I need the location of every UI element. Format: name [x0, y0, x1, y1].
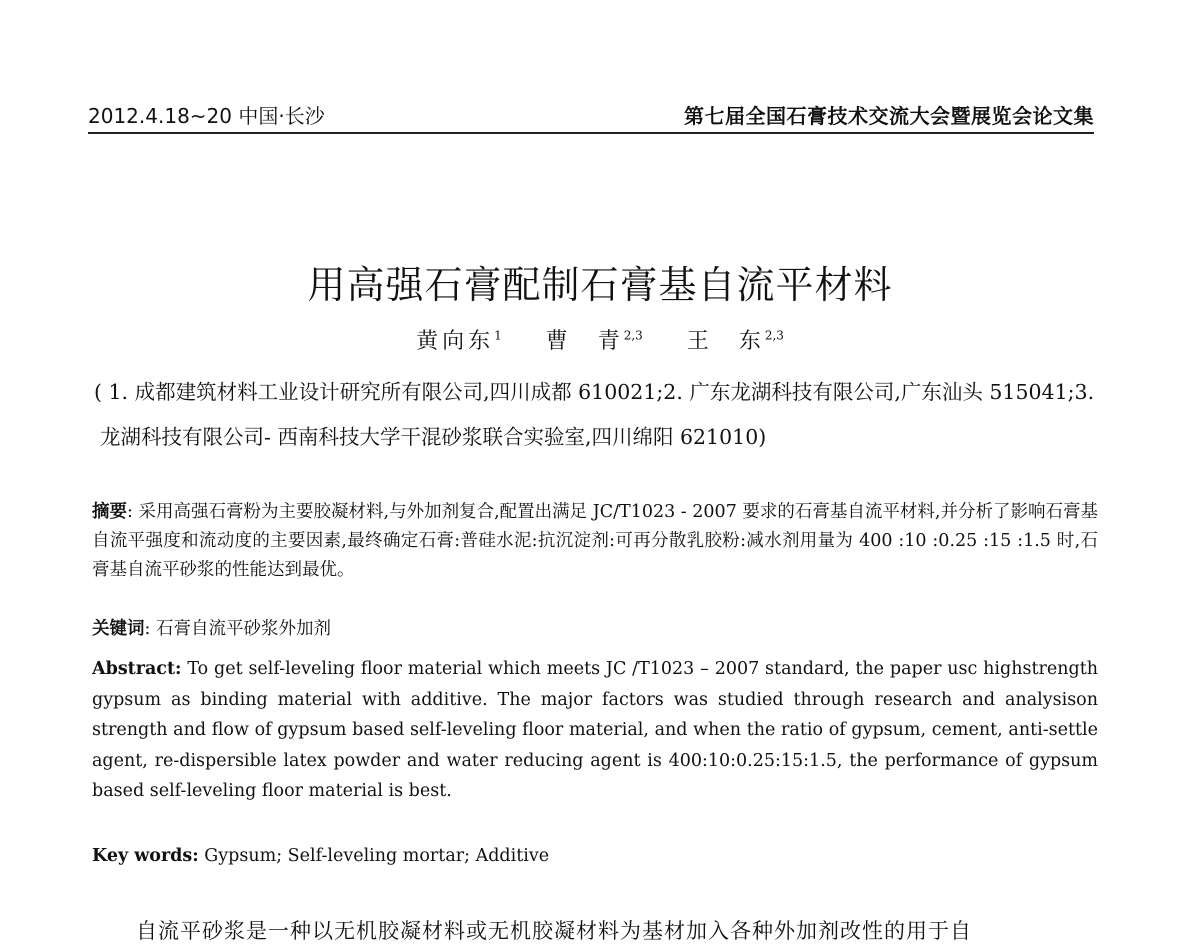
keywords-text: Gypsum; Self-leveling mortar; Additive [198, 846, 550, 866]
keywords-english [92, 842, 1098, 871]
author-affiliation-mark: 2,3 [623, 328, 643, 343]
paper-title: 用高强石膏配制石膏基自流平材料 [307, 263, 893, 307]
author-name: 曹 青 [545, 329, 624, 354]
abstract-english [92, 654, 1098, 807]
keywords-text: : 石膏自流平砂浆外加剂 [144, 619, 331, 639]
abstract-text: To get self-leveling floor material which meets JC /T1023 – 2007 standard, the paper usc highstrength gypsum as binding material with additive. The major factors was studied through research and analysison strength and flow of gypsum based self-leveling floor material, and when the ratio of gypsum, cement, anti-settle agent, re-dispersible latex powder and water reducing agent is 400:10:0.25:15:1.5, the performance of gypsum based self-leveling floor material is best. [92, 659, 1098, 801]
author-name: 黄向东 [416, 329, 495, 354]
keywords-chinese [92, 615, 1098, 644]
keywords-label: Key words: [92, 846, 199, 866]
body-paragraph: 自流平砂浆是一种以无机胶凝材料或无机胶凝材料为基材加入各种外加剂改性的用于自 [136, 919, 972, 943]
running-header [88, 98, 1094, 134]
affiliations: ( 1. 成都建筑材料工业设计研究所有限公司,四川成都 610021;2. 广东龙湖科技有限公司,广东汕头 515041;3. 龙湖科技有限公司- 西南科技大学干混砂浆联合实验室,四川绵阳 621010) [94, 380, 1095, 449]
author-name: 王 东 [686, 329, 765, 354]
abstract-chinese [92, 498, 1098, 585]
conference-date-location: 2012.4.18~20 中国·长沙 [88, 104, 325, 128]
author-affiliation-mark: 2,3 [764, 328, 784, 343]
author-list [0, 324, 1200, 355]
keywords-label: 关键词 [92, 619, 145, 639]
abstract-text: : 采用高强石膏粉为主要胶凝材料,与外加剂复合,配置出满足 JC/T1023 - 2007 要求的石膏基自流平材料,并分析了影响石膏基自流平强度和流动度的主要因素,最终确定石膏:普硅水泥:抗沉淀剂:可再分散乳胶粉:减水剂用量为 400 :10 :0.25 :15 :1.5 时,石膏基自流平砂浆的性能达到最优。 [92, 502, 1099, 580]
abstract-label: 摘要 [92, 502, 128, 522]
abstract-label: Abstract: [92, 659, 182, 679]
author-affiliation-mark: 1 [494, 328, 502, 343]
proceedings-title: 第七届全国石膏技术交流大会暨展览会论文集 [684, 104, 1094, 128]
